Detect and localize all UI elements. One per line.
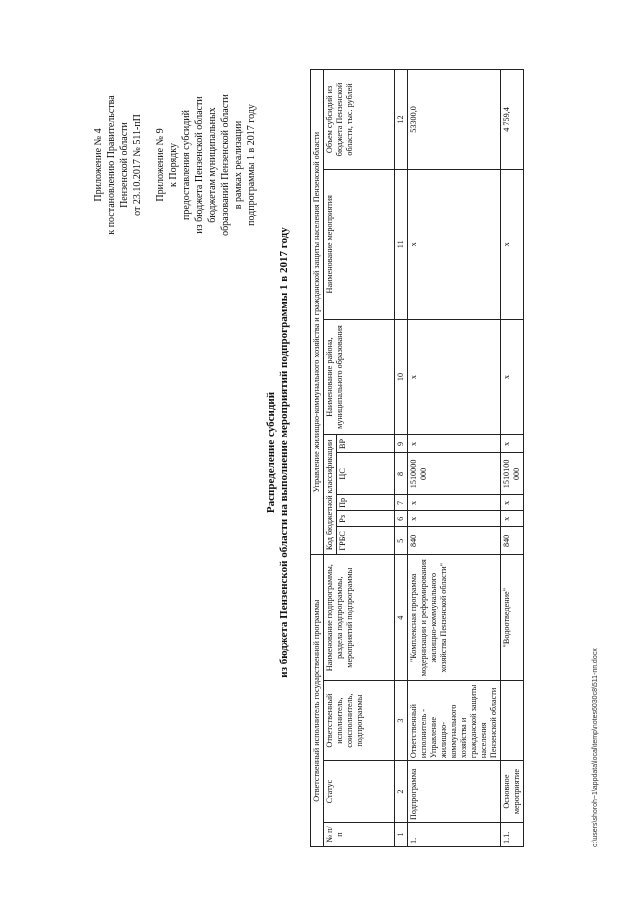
cell-executor: Ответственный исполнитель - Управление жилищно-коммунального хозяйства и гражданской защиты населения Пензенской области — [408, 681, 501, 761]
column-number: 6 — [395, 511, 408, 527]
file-path-footer: c:\users\shoroh~1\appdata\local\temp\notes6030c8\511-пп.docx — [592, 648, 599, 847]
cell-name: "Водоотведение" — [501, 555, 524, 681]
header-pr: Пр — [337, 495, 395, 511]
header-executor: Ответственный исполнитель, соисполнитель, подпрограммы — [324, 681, 395, 761]
appendix-line: бюджетам муниципальных — [207, 107, 218, 223]
header-status: Статус — [324, 761, 395, 823]
cell-status: Основное мероприятие — [501, 761, 524, 823]
group-right-header: Управление жилищно-коммунального хозяйства и гражданской защиты населения Пензенской области — [311, 70, 324, 555]
document-subtitle: из бюджета Пензенской области на выполнение мероприятий подпрограммы 1 в 2017 году — [278, 227, 290, 678]
appendix-line: Пензенской области — [119, 122, 130, 208]
cell-pr: х — [501, 495, 524, 511]
appendix-line: Приложение № 4 — [93, 128, 104, 202]
header-grbs: ГРБС — [337, 527, 395, 555]
cell-num: 1.1. — [501, 823, 524, 847]
appendix-line: к постановлению Правительства — [106, 95, 117, 235]
cell-volume: 4 759,4 — [501, 70, 524, 170]
column-number: 5 — [395, 527, 408, 555]
appendix-line: предоставления субсидий — [181, 109, 192, 221]
appendix-line: в рамках реализации — [233, 120, 244, 210]
column-number: 9 — [395, 435, 408, 453]
column-number: 10 — [395, 319, 408, 435]
cell-cs: 1510000 000 — [408, 453, 501, 495]
appendix-9-block — [154, 45, 258, 285]
column-number: 7 — [395, 495, 408, 511]
cell-status: Подпрограмма — [408, 761, 501, 823]
column-number: 2 — [395, 761, 408, 823]
appendix-line: образований Пензенской области — [220, 94, 231, 236]
cell-volume: 53300,0 — [408, 70, 501, 170]
group-left-header: Ответственный исполнитель государственной программы — [311, 555, 324, 847]
table-row — [408, 70, 501, 847]
column-number: 8 — [395, 453, 408, 495]
header-event: Наименование мероприятия — [324, 169, 395, 319]
cell-num: 1. — [408, 823, 501, 847]
cell-pr: х — [408, 495, 501, 511]
header-budget-group: Код бюджетной классификации — [324, 435, 337, 555]
column-number: 12 — [395, 70, 408, 170]
header-vr: ВР — [337, 435, 395, 453]
column-number: 1 — [395, 823, 408, 847]
cell-event: х — [408, 169, 501, 319]
header-num: № п/п — [324, 823, 395, 847]
appendix-4-block — [92, 65, 144, 265]
document-title: Распределение субсидий — [265, 391, 277, 514]
cell-name: "Комплексная программа модернизации и реформирования жилищно-коммунального хозяйства Пензенской области" — [408, 555, 501, 681]
column-number: 4 — [395, 555, 408, 681]
cell-event: х — [501, 169, 524, 319]
cell-vr: х — [408, 435, 501, 453]
budget-header-row — [324, 70, 337, 847]
appendix-line: Приложение № 9 — [155, 128, 166, 202]
cell-rz: х — [501, 511, 524, 527]
header-rz: Рз — [337, 511, 395, 527]
header-name: Наименование подпрограммы, раздела подпрограммы, мероприятий подпрограммы — [324, 555, 395, 681]
column-number: 11 — [395, 169, 408, 319]
column-number-row — [395, 70, 408, 847]
subsidy-table — [310, 69, 524, 847]
header-volume: Объем субсидий из бюджета Пензенской области, тыс. рублей — [324, 70, 395, 170]
header-cs: ЦС — [337, 453, 395, 495]
appendix-line: к Порядку — [168, 143, 179, 187]
appendix-line: из бюджета Пензенской области — [194, 96, 205, 234]
cell-grbs: 840 — [408, 527, 501, 555]
appendix-line: подпрограммы 1 в 2017 году — [246, 104, 257, 226]
cell-rz: х — [408, 511, 501, 527]
cell-district: х — [501, 319, 524, 435]
column-number: 3 — [395, 681, 408, 761]
cell-grbs: 840 — [501, 527, 524, 555]
cell-district: х — [408, 319, 501, 435]
table-row — [501, 70, 524, 847]
appendix-line: от 23.10.2017 № 511-пП — [132, 114, 143, 216]
group-header-row — [311, 70, 324, 847]
cell-cs: 1510100 000 — [501, 453, 524, 495]
cell-vr: х — [501, 435, 524, 453]
header-district: Наименование района, муниципального образования — [324, 319, 395, 435]
cell-executor — [501, 681, 524, 761]
